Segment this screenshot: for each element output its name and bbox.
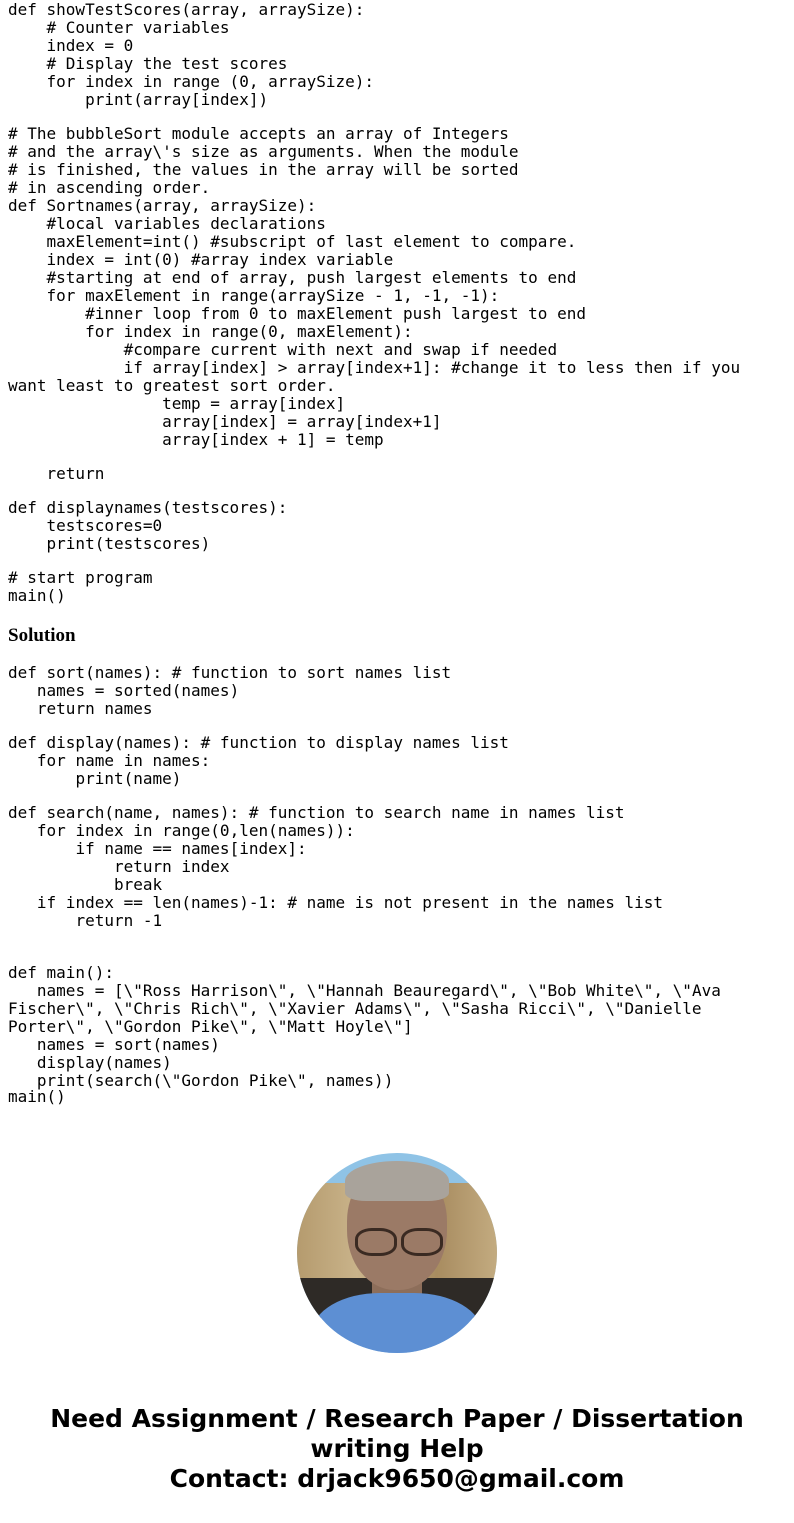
code-return: return (8, 464, 105, 483)
code-start-program: # start program main() (8, 568, 153, 605)
code-main: def main(): names = [\"Ross Harrison\", \"Hannah Beauregard\", \"Bob White\", \"Ava Fischer\", \"Chris Rich\", \"Xavier Adams\", \"Sasha Ricci\", \"Danielle Porter\", \"Gordon Pike\", \"Matt Hoyle\"] names = sort(names) display(names) print(search(\"Gordon Pike\", names)) (8, 963, 721, 1090)
code-displaynames: def displaynames(testscores): testscores=0 print(testscores) (8, 498, 288, 553)
footer-help-text: Need Assignment / Research Paper / Dissertation writing Help (50, 1404, 744, 1463)
glasses-icon (355, 1228, 397, 1256)
author-avatar (297, 1153, 497, 1353)
code-main-call: main() (8, 1087, 66, 1106)
code-search: def search(name, names): # function to search name in names list for index in range(0,len(names)): if name == names[index]: return index break if index == len(names)-1: # name is not present in the names list return -1 (8, 803, 664, 930)
solution-heading: Solution (8, 625, 76, 646)
contact-footer (0, 1404, 794, 1494)
code-display: def display(names): # function to display names list for name in names: print(name) (8, 733, 509, 788)
code-sortnames: # The bubbleSort module accepts an array of Integers # and the array\'s size as arguments. When the module # is finished, the values in the array will be sorted # in ascending order. def Sortnames(array, arraySize): #local variables declarations maxElement=int() #subscript of last element to compare. index = int(0) #array index variable #starting at end of array, push largest elements to end for maxElement in range(arraySize - 1, -1, -1): #inner loop from 0 to maxElement push largest to end for index in range(0, maxElement): #compare current with next and swap if needed if array[index] > array[index+1]: #change it to less then if you want least to greatest sort order. temp = array[index] array[index] = array[index+1] array[index + 1] = temp (8, 124, 741, 449)
code-show-test-scores: def showTestScores(array, arraySize): # Counter variables index = 0 # Display the test scores for index in range (0, arraySize): print(array[index]) (8, 0, 375, 109)
code-sort: def sort(names): # function to sort names list names = sorted(names) return names (8, 663, 452, 718)
footer-contact-email: Contact: drjack9650@gmail.com (169, 1464, 625, 1493)
